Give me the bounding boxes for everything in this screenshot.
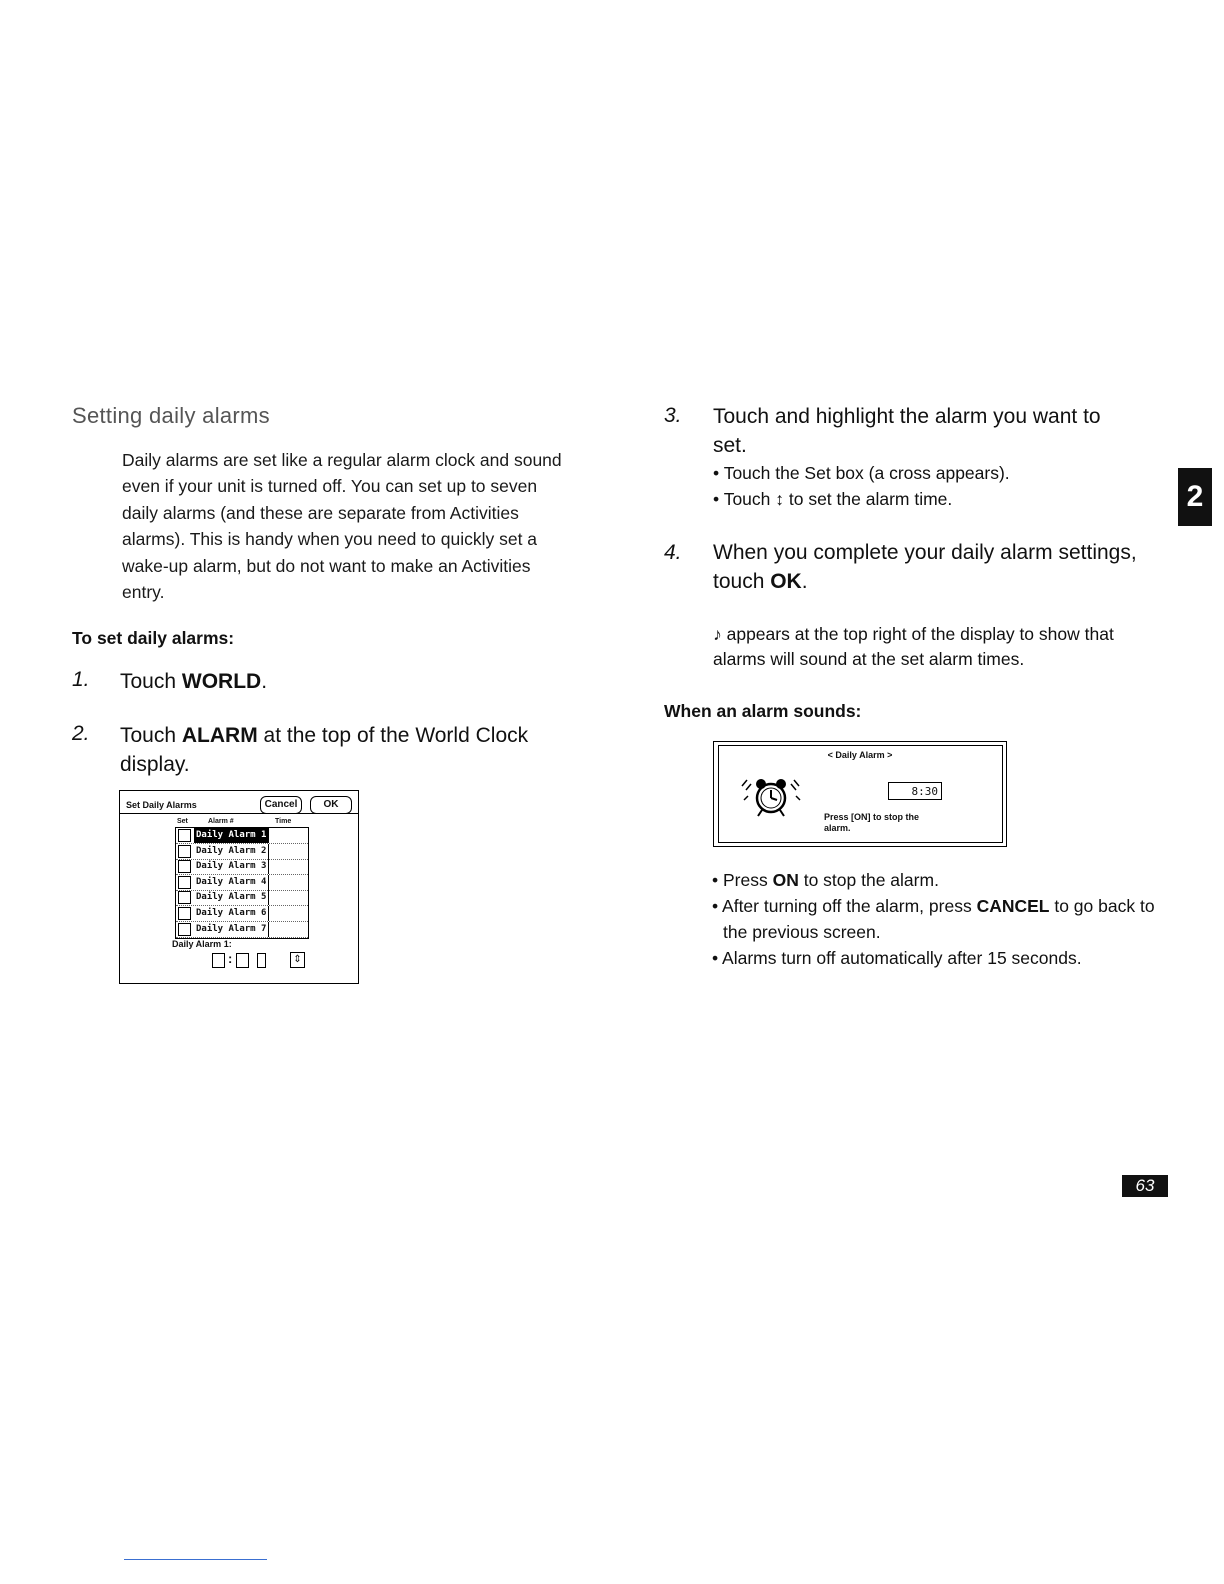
bullet-press-on: • Press ON to stop the alarm. — [712, 870, 939, 890]
step-1-number: 1. — [72, 668, 90, 691]
ok-button[interactable]: OK — [310, 796, 352, 814]
alarm-row[interactable] — [176, 906, 308, 922]
footer-line — [124, 1559, 267, 1560]
alarm-row[interactable] — [176, 844, 308, 860]
set-checkbox[interactable] — [178, 845, 191, 858]
daily-alarm-screen — [713, 741, 1007, 847]
title-divider — [120, 813, 358, 814]
bullet-cancel: • After turning off the alarm, press CANCEL to go back to the previous screen. — [712, 896, 1155, 942]
set-daily-alarms-screen — [119, 790, 359, 984]
section-title: Setting daily alarms — [72, 403, 270, 428]
step-3-text: Touch and highlight the alarm you want to set. — [713, 405, 1101, 457]
press-on-message: Press [ON] to stop the alarm. — [824, 812, 920, 833]
minute-box[interactable] — [236, 953, 249, 968]
alarm-row[interactable] — [176, 890, 308, 906]
bullet-auto-off: • Alarms turn off automatically after 15 seconds. — [712, 948, 1082, 968]
hour-box[interactable] — [212, 953, 225, 968]
bullet-touch-arrow: • Touch ↕ to set the alarm time. — [713, 489, 953, 509]
column-alarm: Alarm # — [208, 818, 234, 825]
screen-title: Set Daily Alarms — [126, 800, 197, 810]
alarm-note: ♪ appears at the top right of the display to show that alarms will sound at the set alarm times. — [713, 624, 1114, 669]
up-down-arrow-icon[interactable]: ⇕ — [290, 952, 305, 968]
column-set: Set — [177, 818, 188, 825]
set-checkbox[interactable] — [178, 829, 191, 842]
set-alarms-subhead: To set daily alarms: — [72, 628, 235, 648]
alarm-name: Daily Alarm 2 — [194, 844, 269, 859]
alarm-sounds-subhead: When an alarm sounds: — [664, 701, 862, 721]
alarm-row[interactable] — [176, 828, 308, 844]
time-separator: : — [228, 951, 233, 966]
alarm-clock-icon — [736, 770, 806, 822]
step-2-number: 2. — [72, 722, 90, 745]
ampm-box[interactable] — [257, 953, 266, 968]
set-checkbox[interactable] — [178, 891, 191, 904]
chapter-badge: 2 — [1178, 468, 1212, 526]
step-4-text: When you complete your daily alarm settings, touch OK. — [713, 541, 1137, 593]
alarm-row[interactable] — [176, 875, 308, 891]
daily-alarm-label: Daily Alarm 1: — [172, 939, 232, 949]
world-key: WORLD — [181, 670, 262, 693]
bullet-touch-set: • Touch the Set box (a cross appears). — [713, 463, 1010, 483]
alarm-key: ALARM — [181, 724, 258, 747]
step-3-bullets — [713, 460, 1153, 512]
cancel-button[interactable]: Cancel — [260, 796, 302, 814]
step-2-text: Touch ALARM at the top of the World Clock display. — [120, 724, 529, 776]
alarm-list — [175, 827, 309, 939]
intro-paragraph: Daily alarms are set like a regular alarm clock and sound even if your unit is turned off. You can set up to seven daily alarms (and these are separate from Activities alarms). This is handy when you need to quickly set a wake-up alarm, but do not want to make an Activities entry. — [122, 450, 562, 603]
step-3-number: 3. — [664, 404, 682, 427]
alarm-name: Daily Alarm 7 — [194, 922, 269, 937]
step-4-number: 4. — [664, 541, 682, 564]
daily-alarm-title: < Daily Alarm > — [827, 750, 893, 760]
page-number: 63 — [1122, 1175, 1168, 1197]
set-checkbox[interactable] — [178, 860, 191, 873]
set-checkbox[interactable] — [178, 907, 191, 920]
step-1-text: Touch WORLD. — [120, 670, 268, 693]
alarm-name: Daily Alarm 3 — [194, 859, 269, 874]
ok-key: OK — [770, 570, 802, 593]
set-checkbox[interactable] — [178, 923, 191, 936]
alarm-name: Daily Alarm 5 — [194, 890, 269, 905]
column-time: Time — [275, 818, 292, 825]
set-checkbox[interactable] — [178, 876, 191, 889]
alarm-bullets — [712, 867, 1162, 971]
alarm-name: Daily Alarm 6 — [194, 906, 269, 921]
alarm-time-display: 8:30 — [888, 782, 942, 800]
alarm-row[interactable] — [176, 859, 308, 875]
alarm-name: Daily Alarm 4 — [194, 875, 269, 890]
alarm-row[interactable] — [176, 922, 308, 938]
alarm-name: Daily Alarm 1 — [194, 828, 269, 843]
